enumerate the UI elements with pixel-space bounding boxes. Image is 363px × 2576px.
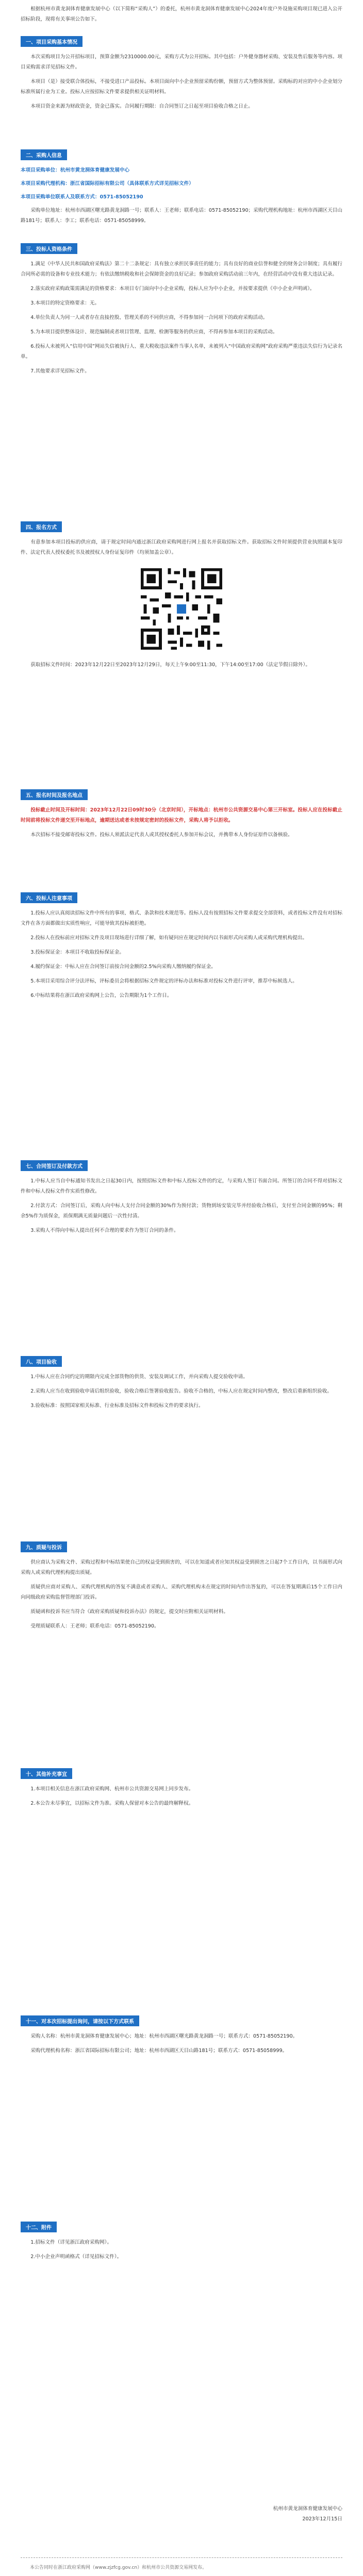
section-9-para-3: 质疑函和投诉书应当符合《政府采购质疑和投诉办法》的规定，提交时应附相关证明材料。 <box>30 1609 228 1615</box>
section-2-phone: 0571-85052190 <box>100 194 143 200</box>
section-1-para-1: 本次采购项目为公开招标项目，预算金额为2310000.00元，采购方式为公开招标。其中包括：户外健身器材采购、安装及售后服务等内容。项目采购需求详见招标文件。 <box>21 54 343 70</box>
section-2-sub-3-label: 本项目采购单位联系人及联系方式 <box>21 194 95 200</box>
section-1-para-2: 本项目（是）接受联合体投标，不接受进口产品投标。本项目面向中小企业预留采购份额，预留方式为整体预留。采购标的对应的中小企业划分标准所属行业为工业。投标人应按招标文件要求提供相关证明材料。 <box>21 79 342 95</box>
section-6-heading: 六、投标人注意事项 <box>21 892 77 903</box>
intro-block <box>21 4 342 29</box>
section-7-para-3: 3.采购人不得向中标人提出任何不合理的要求作为签订合同的条件。 <box>30 1228 179 1233</box>
section-6-para-2: 2.投标人在投标前应对招标文件及项目现场进行详细了解，如有疑问应在规定时间内以书面形式向采购人或采购代理机构提出。 <box>30 935 307 941</box>
section-3-para-5: 5.为本项目提供整体设计、规范编制或者项目管理、监理、检测等服务的供应商，不得再参加本项目的采购活动。 <box>30 329 278 335</box>
section-7-heading: 七、合同签订及付款方式 <box>21 1160 88 1171</box>
section-2-sub-1: 本项目采购单位：杭州市黄龙洞体育健康发展中心 <box>21 167 130 173</box>
section-9-heading: 九、质疑与投诉 <box>21 1541 67 1552</box>
section-8-para-3: 3.验收标准：按照国家相关标准、行业标准及招标文件和投标文件的要求执行。 <box>30 1403 204 1409</box>
section-2-para-1: 采购单位地址：杭州市西湖区曙光路黄龙洞路一号；联系人：王老师；联系电话：0571-85052190；采购代理机构地址：杭州市西湖区天目山路181号；联系人：李工；联系电话：0571-85058999。 <box>21 208 342 224</box>
section-4-heading: 四、报名方式 <box>21 521 62 532</box>
section-3-para-2: 2.落实政府采购政策需满足的资格要求：本项目专门面向中小企业采购，投标人应为中小企业，并按要求提供《中小企业声明函》。 <box>30 286 315 292</box>
section-3-para-1: 1.满足《中华人民共和国政府采购法》第二十二条规定：具有独立承担民事责任的能力；具有良好的商业信誉和健全的财务会计制度；具有履行合同所必需的设备和专业技术能力；有依法缴纳税收和社会保障资金的良好记录；参加政府采购活动前三年内，在经营活动中没有重大违法记录。 <box>21 261 342 277</box>
signature-org: 杭州市黄龙洞体育健康发展中心 <box>273 2506 342 2512</box>
footer-block <box>21 2545 342 2576</box>
section-5-heading: 五、报名时间及报名地点 <box>21 789 88 800</box>
section-8-heading: 八、项目验收 <box>21 1356 62 1367</box>
section-10-heading: 十、其他补充事宜 <box>21 1768 72 1779</box>
section-7 <box>21 1154 342 1240</box>
section-1 <box>21 30 342 116</box>
section-3-para-7: 7.其他要求详见招标文件。 <box>30 368 90 374</box>
section-8-para-1: 1.中标人应在合同约定的期限内完成全部货物的供货、安装及调试工作，并向采购人提交验收申请。 <box>30 1374 248 1380</box>
section-2 <box>21 143 342 230</box>
footer-line-1: 本公告同时在浙江政府采购网（www.zjzfcg.gov.cn）和杭州市公共资源交易网发布。 <box>30 2565 207 2570</box>
section-3-para-6: 6.投标人未被列入“信用中国”网站失信被执行人、重大税收违法案件当事人名单，未被列入“中国政府采购网”政府采购严重违法失信行为记录名单。 <box>21 344 342 360</box>
section-5-para-2: 本次招标不接受邮寄投标文件。投标人须派法定代表人或其授权委托人参加开标会议，并携带本人身份证原件以备核验。 <box>30 832 293 838</box>
section-5 <box>21 783 342 844</box>
section-11-para-2: 采购代理机构名称：浙江省国际招标有限公司；地址：杭州市西湖区天目山路181号；联系方式：0571-85058999。 <box>30 2048 288 2054</box>
section-6 <box>21 886 342 1005</box>
section-5-para-1: 投标截止时间及开标时间：2023年12月22日09时30分（北京时间），开标地点：杭州市公共资源交易中心第三开标室。投标人应在投标截止时间前将投标文件递交至开标地点，逾期送达或者未按规定密封的投标文件，采购人将予以拒收。 <box>21 807 342 823</box>
section-4-para-2: 获取招标文件时间：2023年12月22日至2023年12月29日，每天上午9:00至11:30，下午14:00至17:00（法定节假日除外）。 <box>30 662 310 668</box>
section-3-heading: 三、投标人资格条件 <box>21 243 77 254</box>
section-11 <box>21 2009 342 2060</box>
section-6-para-1: 1.投标人应认真阅读招标文件中所有的事项、格式、条款和技术规范等。投标人没有按照招标文件要求提交全部资料，或者投标文件没有对招标文件在各方面都做出实质性响应，可能导致其投标被拒绝。 <box>21 910 342 926</box>
section-2-sub-3: 本项目采购单位联系人及联系方式：0571-85052190 <box>21 194 143 200</box>
section-7-para-1: 1.中标人应当自中标通知书发出之日起30日内，按照招标文件和中标人投标文件的约定，与采购人签订书面合同。所签订的合同不得对招标文件和中标人投标文件作实质性修改。 <box>21 1178 342 1194</box>
section-9 <box>21 1535 342 1636</box>
section-9-para-2: 质疑供应商对采购人、采购代理机构的答复不满意或者采购人、采购代理机构未在规定的时间内作出答复的，可以在答复期满后15个工作日内向同级政府采购监督管理部门投诉。 <box>21 1584 342 1600</box>
section-11-para-1: 采购人名称：杭州市黄龙洞体育健康发展中心；地址：杭州市西湖区曙光路黄龙洞路一号；联系方式：0571-85052190。 <box>30 2033 298 2039</box>
section-12 <box>21 2215 342 2266</box>
section-8 <box>21 1350 342 1415</box>
section-2-sub-2: 本项目采购代理机构：浙江省国际招标有限公司（具体联系方式详见招标文件） <box>21 181 194 187</box>
section-10-para-1: 1.本项目相关信息在浙江政府采购网、杭州市公共资源交易网上同步发布。 <box>30 1786 194 1792</box>
section-4 <box>21 515 342 674</box>
section-4-para-1: 有意参加本项目投标的供应商，请于规定时间内通过浙江政府采购网进行网上报名并获取招标文件。获取招标文件时须提供营业执照副本复印件、法定代表人授权委托书及被授权人身份证复印件（均须加盖公章）。 <box>21 539 342 555</box>
section-8-para-2: 2.采购人应当在收到验收申请后组织验收，验收合格后签署验收报告。验收不合格的，中标人应在规定时间内整改，整改后重新组织验收。 <box>30 1388 332 1394</box>
section-10 <box>21 1762 342 1813</box>
section-9-para-4: 受理质疑联系人：王老师；联系电话：0571-85052190。 <box>30 1623 159 1629</box>
section-6-para-5: 5.本项目采用综合评分法评标，评标委员会将根据招标文件规定的评标办法和标准对投标文件进行评审，推荐中标候选人。 <box>30 978 298 984</box>
section-12-heading: 十二、附件 <box>21 2222 57 2232</box>
section-12-para-1: 1.招标文件（详见浙江政府采购网）。 <box>30 2240 112 2245</box>
signature-block <box>21 2504 342 2524</box>
section-3 <box>21 237 342 381</box>
section-11-heading: 十一、对本次招标提出询问，请按以下方式联系 <box>21 2015 139 2026</box>
section-3-para-3: 3.本项目的特定资格要求：无。 <box>30 300 100 306</box>
footer-divider <box>21 2557 342 2558</box>
section-7-para-2: 2.付款方式：合同签订后，采购人向中标人支付合同金额的30%作为预付款；货物到场安装完毕并经验收合格后，支付至合同金额的95%；剩余5%作为质保金，质保期满无质量问题后一次性付清。 <box>21 1203 342 1219</box>
section-3-para-4: 4.单位负责人为同一人或者存在直接控股、管理关系的不同供应商，不得参加同一合同项下的政府采购活动。 <box>30 315 268 320</box>
section-12-para-2: 2.中小企业声明函格式（详见招标文件）。 <box>30 2254 122 2260</box>
section-2-heading: 二、采购人信息 <box>21 149 67 160</box>
intro-text: 根据杭州市黄龙洞体育健康发展中心（以下简称“采购人”）的委托，杭州市黄龙洞体育健康发展中心2024年度户外设施采购项目现已进入公开招标阶段，现将有关事项公告如下。 <box>21 6 342 22</box>
qr-code-image[interactable] <box>138 565 225 653</box>
section-1-para-3: 本项目资金来源为财政资金，资金已落实。合同履行期限：自合同签订之日起至项目验收合格之日止。 <box>30 104 253 109</box>
section-1-heading: 一、项目采购基本情况 <box>21 36 82 47</box>
section-6-para-3: 3.投标保证金：本项目不收取投标保证金。 <box>30 950 125 955</box>
section-9-para-1: 供应商认为采购文件、采购过程和中标结果使自己的权益受到损害的，可以在知道或者应知其权益受到损害之日起7个工作日内，以书面形式向采购人或采购代理机构提出质疑。 <box>21 1560 342 1575</box>
section-6-para-6: 6.中标结果将在浙江政府采购网上公告，公告期限为1个工作日。 <box>30 993 172 998</box>
section-10-para-2: 2.本公告未尽事宜，以招标文件为准。采购人保留对本公告的最终解释权。 <box>30 1801 194 1806</box>
signature-date: 2023年12月15日 <box>302 2516 342 2522</box>
qr-code-icon <box>138 565 225 653</box>
section-6-para-4: 4.履约保证金：中标人应在合同签订前按合同金额的2.5%向采购人缴纳履约保证金。 <box>30 964 216 970</box>
